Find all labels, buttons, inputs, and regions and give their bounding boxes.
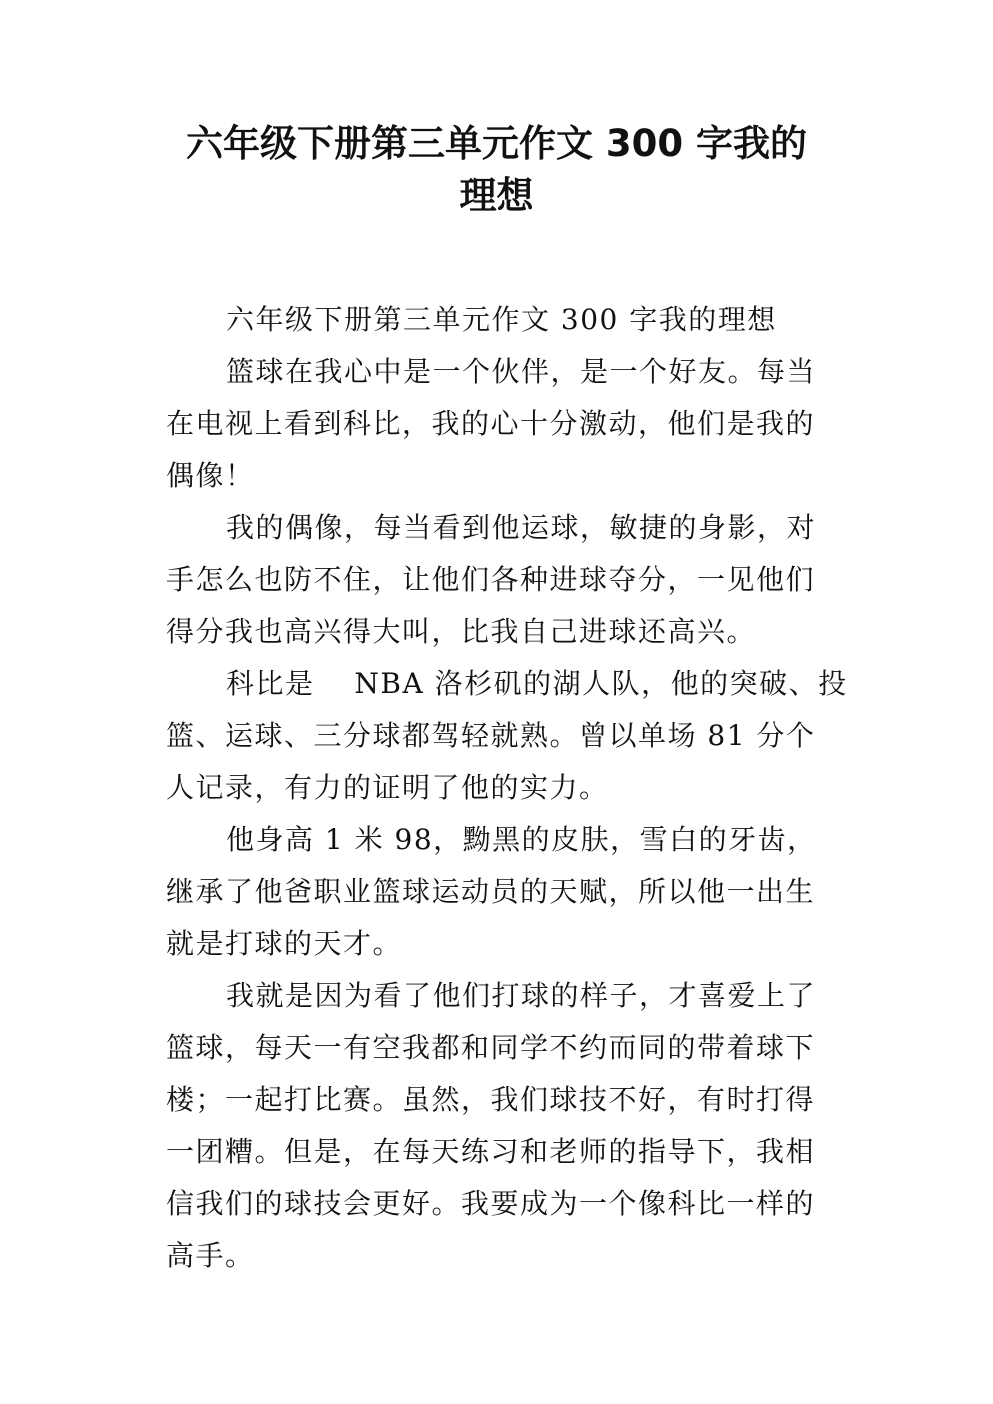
paragraph-line: 在电视上看到科比，我的心十分激动，他们是我的	[166, 407, 816, 440]
paragraph	[166, 502, 830, 658]
paragraph-line: 我的偶像，每当看到他运球，敏捷的身影，对	[226, 511, 817, 544]
paragraph-line: 楼；一起打比赛。虽然，我们球技不好，有时打得	[166, 1083, 816, 1116]
title-line: 理想	[459, 174, 534, 217]
paragraph-line: 篮球，每天一有空我都和同学不约而同的带着球下	[166, 1031, 816, 1064]
paragraph-line: 继承了他爸职业篮球运动员的天赋，所以他一出生	[166, 875, 816, 908]
paragraph-line: 就是打球的天才。	[166, 927, 403, 960]
title-line: 六年级下册第三单元作文 300 字我的	[186, 122, 807, 165]
paragraph-line: 偶像！	[166, 459, 255, 492]
paragraph-line: 他身高 1 米 98，黝黑的皮肤，雪白的牙齿，	[226, 823, 817, 856]
document-body	[166, 294, 848, 1282]
paragraph	[166, 346, 830, 502]
paragraph-line: 得分我也高兴得大叫，比我自己进球还高兴。	[166, 615, 757, 648]
paragraph-line: 人记录，有力的证明了他的实力。	[166, 771, 609, 804]
paragraph-line: 一团糟。但是，在每天练习和老师的指导下，我相	[166, 1135, 816, 1168]
paragraph-line: 篮球在我心中是一个伙伴，是一个好友。每当	[226, 355, 817, 388]
paragraph-line: 手怎么也防不住，让他们各种进球夺分，一见他们	[166, 563, 816, 596]
document-title	[120, 118, 873, 222]
paragraph-line: 信我们的球技会更好。我要成为一个像科比一样的	[166, 1187, 816, 1220]
paragraph-line: 六年级下册第三单元作文 300 字我的理想	[226, 303, 777, 336]
paragraph	[166, 294, 830, 346]
paragraph-line: 我就是因为看了他们打球的样子，才喜爱上了	[226, 979, 817, 1012]
paragraph	[166, 970, 830, 1282]
paragraph	[166, 814, 830, 970]
paragraph	[166, 658, 848, 814]
paragraph-line: 高手。	[166, 1239, 255, 1272]
paragraph-line: 篮、运球、三分球都驾轻就熟。曾以单场 81 分个	[166, 719, 816, 752]
paragraph-line: 科比是 NBA 洛杉矶的湖人队，他的突破、投	[226, 667, 848, 700]
